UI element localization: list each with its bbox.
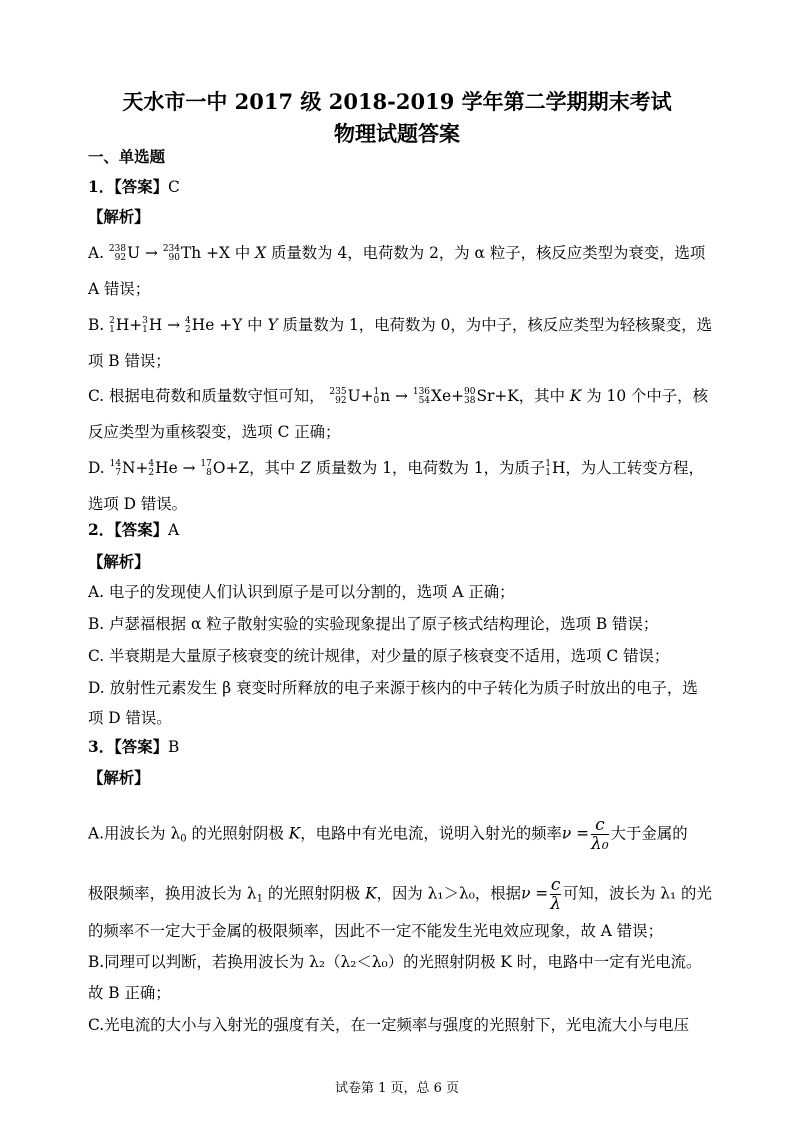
q3-a1-den: λ₀: [591, 834, 609, 854]
q3-option-a-line1: [88, 816, 710, 853]
q3-option-a-line2: [88, 876, 710, 913]
h1-mass: 1: [545, 459, 551, 469]
he-charge: 2: [148, 468, 155, 478]
q3-answer-value: B: [167, 738, 180, 756]
q3-a1-nu: ν =: [561, 824, 590, 843]
o17-charge: 8: [206, 468, 212, 478]
q1-a-label: A.: [88, 244, 105, 262]
q3-a1-num: c: [595, 815, 605, 835]
n14-symbol: N: [122, 459, 136, 477]
q3-option-c-line1: C.光电流的大小与入射光的强度有关，在一定频率与强度的光照射下，光电流大小与电压: [88, 1016, 689, 1034]
q1-option-c-line1: C. 根据电荷数和质量数守恒可知， 235 92 U+ 1 0 n → 136 54 Xe+ 90 38 Sr+K，其中 K 为 10 个中子，核: [88, 387, 708, 406]
page-footer: 试卷第 1 页，总 6 页: [334, 1081, 460, 1096]
h1-symbol: H: [551, 459, 566, 477]
h2-charge: 1: [109, 325, 115, 335]
th234-symbol: Th: [181, 244, 202, 262]
xe-charge: 54: [418, 396, 431, 406]
q3-analysis-tag: 【解析】: [88, 769, 150, 787]
q1-option-c-line2: 反应类型为重核裂变，选项 C 正确；: [88, 423, 341, 441]
q3-a2-mid2: ，因为 λ₁＞λ₀，根据: [376, 884, 522, 903]
q3-a1-pre: A.用波长为 λ: [88, 824, 181, 843]
q1-answer-heading: [88, 177, 710, 197]
nuclide-h1-numbers: [545, 460, 551, 478]
sr-symbol: Sr: [476, 387, 495, 405]
xe-mass: 136: [412, 387, 431, 397]
q2-answer-tag: 【答案】: [114, 521, 168, 539]
n14-mass: 14: [109, 459, 122, 469]
q1-d-var: Z: [300, 459, 311, 477]
q1-answer-tag: 【答案】: [114, 178, 168, 196]
q1-b-label: B.: [88, 316, 105, 334]
q3-number: 3．: [88, 738, 115, 756]
q2-option-d-line2: 项 D 错误。: [88, 709, 172, 727]
q1-a-text2: 质量数为 4，电荷数为 2，为 α 粒子，核反应类型为衰变，选项: [266, 244, 706, 262]
q2-answer-heading: [88, 520, 710, 540]
q1-answer-value: C: [167, 178, 180, 196]
q3-a1-fraction: [591, 816, 609, 853]
q1-option-a-line2: A 错误；: [88, 280, 151, 298]
section-heading: 一、单选题: [88, 148, 165, 166]
q1-b-text2: 质量数为 1，电荷数为 0，为中子，核反应类型为轻核聚变，选: [277, 316, 713, 334]
nuclide-u238-numbers: [109, 245, 126, 263]
q1-a-text1: 中: [234, 244, 256, 262]
he4-charge: 2: [185, 325, 191, 335]
q1-c-text2: ，其中: [518, 387, 570, 405]
arrow-icon: →: [395, 387, 408, 405]
nuclide-h2-numbers: [109, 317, 115, 335]
q1-a-var: X: [255, 244, 267, 262]
q3-a2-sub: 1: [256, 893, 263, 905]
he4-symbol: He: [191, 316, 215, 334]
h2-mass: 2: [109, 316, 115, 326]
nuclide-h3-numbers: [142, 317, 148, 335]
q3-a2-end: 可知，波长为 λ₁ 的光: [563, 884, 712, 903]
th234-charge: 90: [168, 253, 180, 263]
q2-analysis-tag: 【解析】: [88, 553, 150, 571]
nuclide-xe-numbers: [413, 388, 430, 406]
q1-option-b-line1: B. 2 1 H+ 3 1 H → 4 2 He +Y 中 Y 质量数为 1，电荷数为 0，为中子，核反应类型为轻核聚变，选: [88, 316, 713, 335]
q3-a1-end: 大于金属的: [610, 824, 688, 843]
n-symbol: n: [380, 387, 391, 405]
q1-c-text3: 为 10 个中子，核: [581, 387, 708, 405]
q3-a2-mid: 的光照射阴极: [262, 884, 366, 903]
nuclide-n14-numbers: [110, 460, 121, 478]
he-mass: 4: [148, 459, 155, 469]
title-line-2: 物理试题答案: [334, 121, 460, 146]
nuclide-n-numbers: [373, 388, 379, 406]
nuclide-o17-numbers: [200, 460, 211, 478]
q3-a1-mid2: ，电路中有光电流，说明入射光的频率: [300, 824, 562, 843]
q3-a2-k: K: [365, 884, 377, 903]
q1-number: 1．: [88, 178, 115, 196]
u235-symbol: U: [347, 387, 361, 405]
q3-answer-tag: 【答案】: [114, 738, 168, 756]
h3-mass: 3: [142, 316, 148, 326]
title-line-1: 天水市一中 2017 级 2018-2019 学年第二学期期末考试: [122, 89, 672, 114]
q1-d-text3: ，为人工转变方程，: [565, 459, 704, 477]
q1-b-text1: 中: [247, 316, 268, 334]
q1-analysis-tag: 【解析】: [88, 208, 150, 226]
nuclide-th234-numbers: [163, 245, 180, 263]
h1-charge: 1: [545, 468, 551, 478]
q1-option-d-line2: 选项 D 错误。: [88, 495, 188, 513]
nuclide-sr-numbers: [464, 388, 475, 406]
nuclide-u235-numbers: [329, 388, 346, 406]
q1-d-text1: ，其中: [249, 459, 301, 477]
o17-mass: 17: [200, 459, 212, 469]
q3-a2-num: c: [550, 875, 561, 895]
q1-c-text1: C. 根据电荷数和质量数守恒可知，: [88, 387, 325, 405]
q1-option-d-line1: D. 14 7 N+ 4 2 He → 17 8 O+Z，其中 Z 质量数为 1，电荷数为 1，为质子 1 1 H，为人工转变方程，: [88, 459, 704, 478]
q1-option-a-line1: [88, 243, 710, 263]
q3-option-b-line2: 故 B 正确；: [88, 984, 171, 1002]
q2-option-b: B. 卢瑟福根据 α 粒子散射实验的实验现象提出了原子核式结构理论，选项 B 错误；: [88, 615, 659, 633]
q1-c-var: K: [569, 387, 582, 405]
o17-symbol: O: [212, 459, 226, 477]
h3-charge: 1: [142, 325, 148, 335]
q2-answer-value: A: [167, 521, 180, 539]
q3-a2-nu: ν =: [521, 884, 549, 903]
nuclide-he4-numbers: [185, 317, 191, 335]
h2-symbol: H: [115, 316, 130, 334]
q3-option-a-line3: 的频率不一定大于金属的极限频率，因此不一定不能发生光电效应现象，故 A 错误；: [88, 922, 663, 940]
q3-a2-den: λ: [550, 894, 561, 914]
nuclide-he-numbers: [148, 460, 154, 478]
sr-mass: 90: [464, 387, 476, 397]
th234-mass: 234: [162, 244, 180, 254]
h3-symbol: H: [148, 316, 163, 334]
sr-charge: 38: [464, 396, 476, 406]
q1-d-label: D.: [88, 459, 105, 477]
n14-charge: 7: [115, 468, 122, 478]
u238-mass: 238: [108, 244, 127, 254]
u235-mass: 235: [329, 387, 347, 397]
q1-b-var: Y: [267, 316, 278, 334]
n-charge: 0: [373, 396, 380, 406]
q3-a2-pre: 极限频率，换用波长为 λ: [88, 884, 257, 903]
q2-option-a: A. 电子的发现使人们认识到原子是可以分割的，选项 A 正确；: [88, 583, 515, 601]
q3-a2-fraction: [550, 876, 561, 913]
q2-option-d-line1: D. 放射性元素发生 β 衰变时所释放的电子来源于核内的中子转化为质子时放出的电子，选: [88, 679, 698, 697]
q3-a1-mid: 的光照射阴极: [186, 824, 289, 843]
arrow-icon: →: [182, 459, 196, 477]
plus-y-term: +Y: [219, 316, 248, 334]
he-symbol: He: [155, 459, 178, 477]
q2-option-c: C. 半衰期是大量原子核衰变的统计规律，对少量的原子核衰变不适用，选项 C 错误；: [88, 647, 670, 665]
q3-answer-heading: [88, 737, 710, 757]
u238-charge: 92: [114, 253, 127, 263]
xe-symbol: Xe: [431, 387, 452, 405]
he4-mass: 4: [185, 316, 191, 326]
plus-z-term: +Z: [225, 459, 250, 477]
q3-option-b-line1: B.同理可以判断，若换用波长为 λ₂（λ₂＜λ₀）的光照射阴极 K 时，电路中一定有光电流。: [88, 953, 702, 971]
u235-charge: 92: [335, 396, 347, 406]
n-mass: 1: [373, 387, 380, 397]
arrow-icon: →: [145, 244, 158, 262]
u238-symbol: U: [127, 244, 141, 262]
q1-option-b-line2: 项 B 错误；: [88, 352, 171, 370]
plus-x-term: +X: [206, 244, 235, 262]
q3-a1-k: K: [288, 824, 301, 843]
plus-k-term: +K: [494, 387, 519, 405]
q2-number: 2．: [88, 521, 115, 539]
q3-a1-sub: 0: [180, 833, 187, 845]
q1-d-text2: 质量数为 1，电荷数为 1，为质子: [310, 459, 546, 477]
arrow-icon: →: [167, 316, 181, 334]
